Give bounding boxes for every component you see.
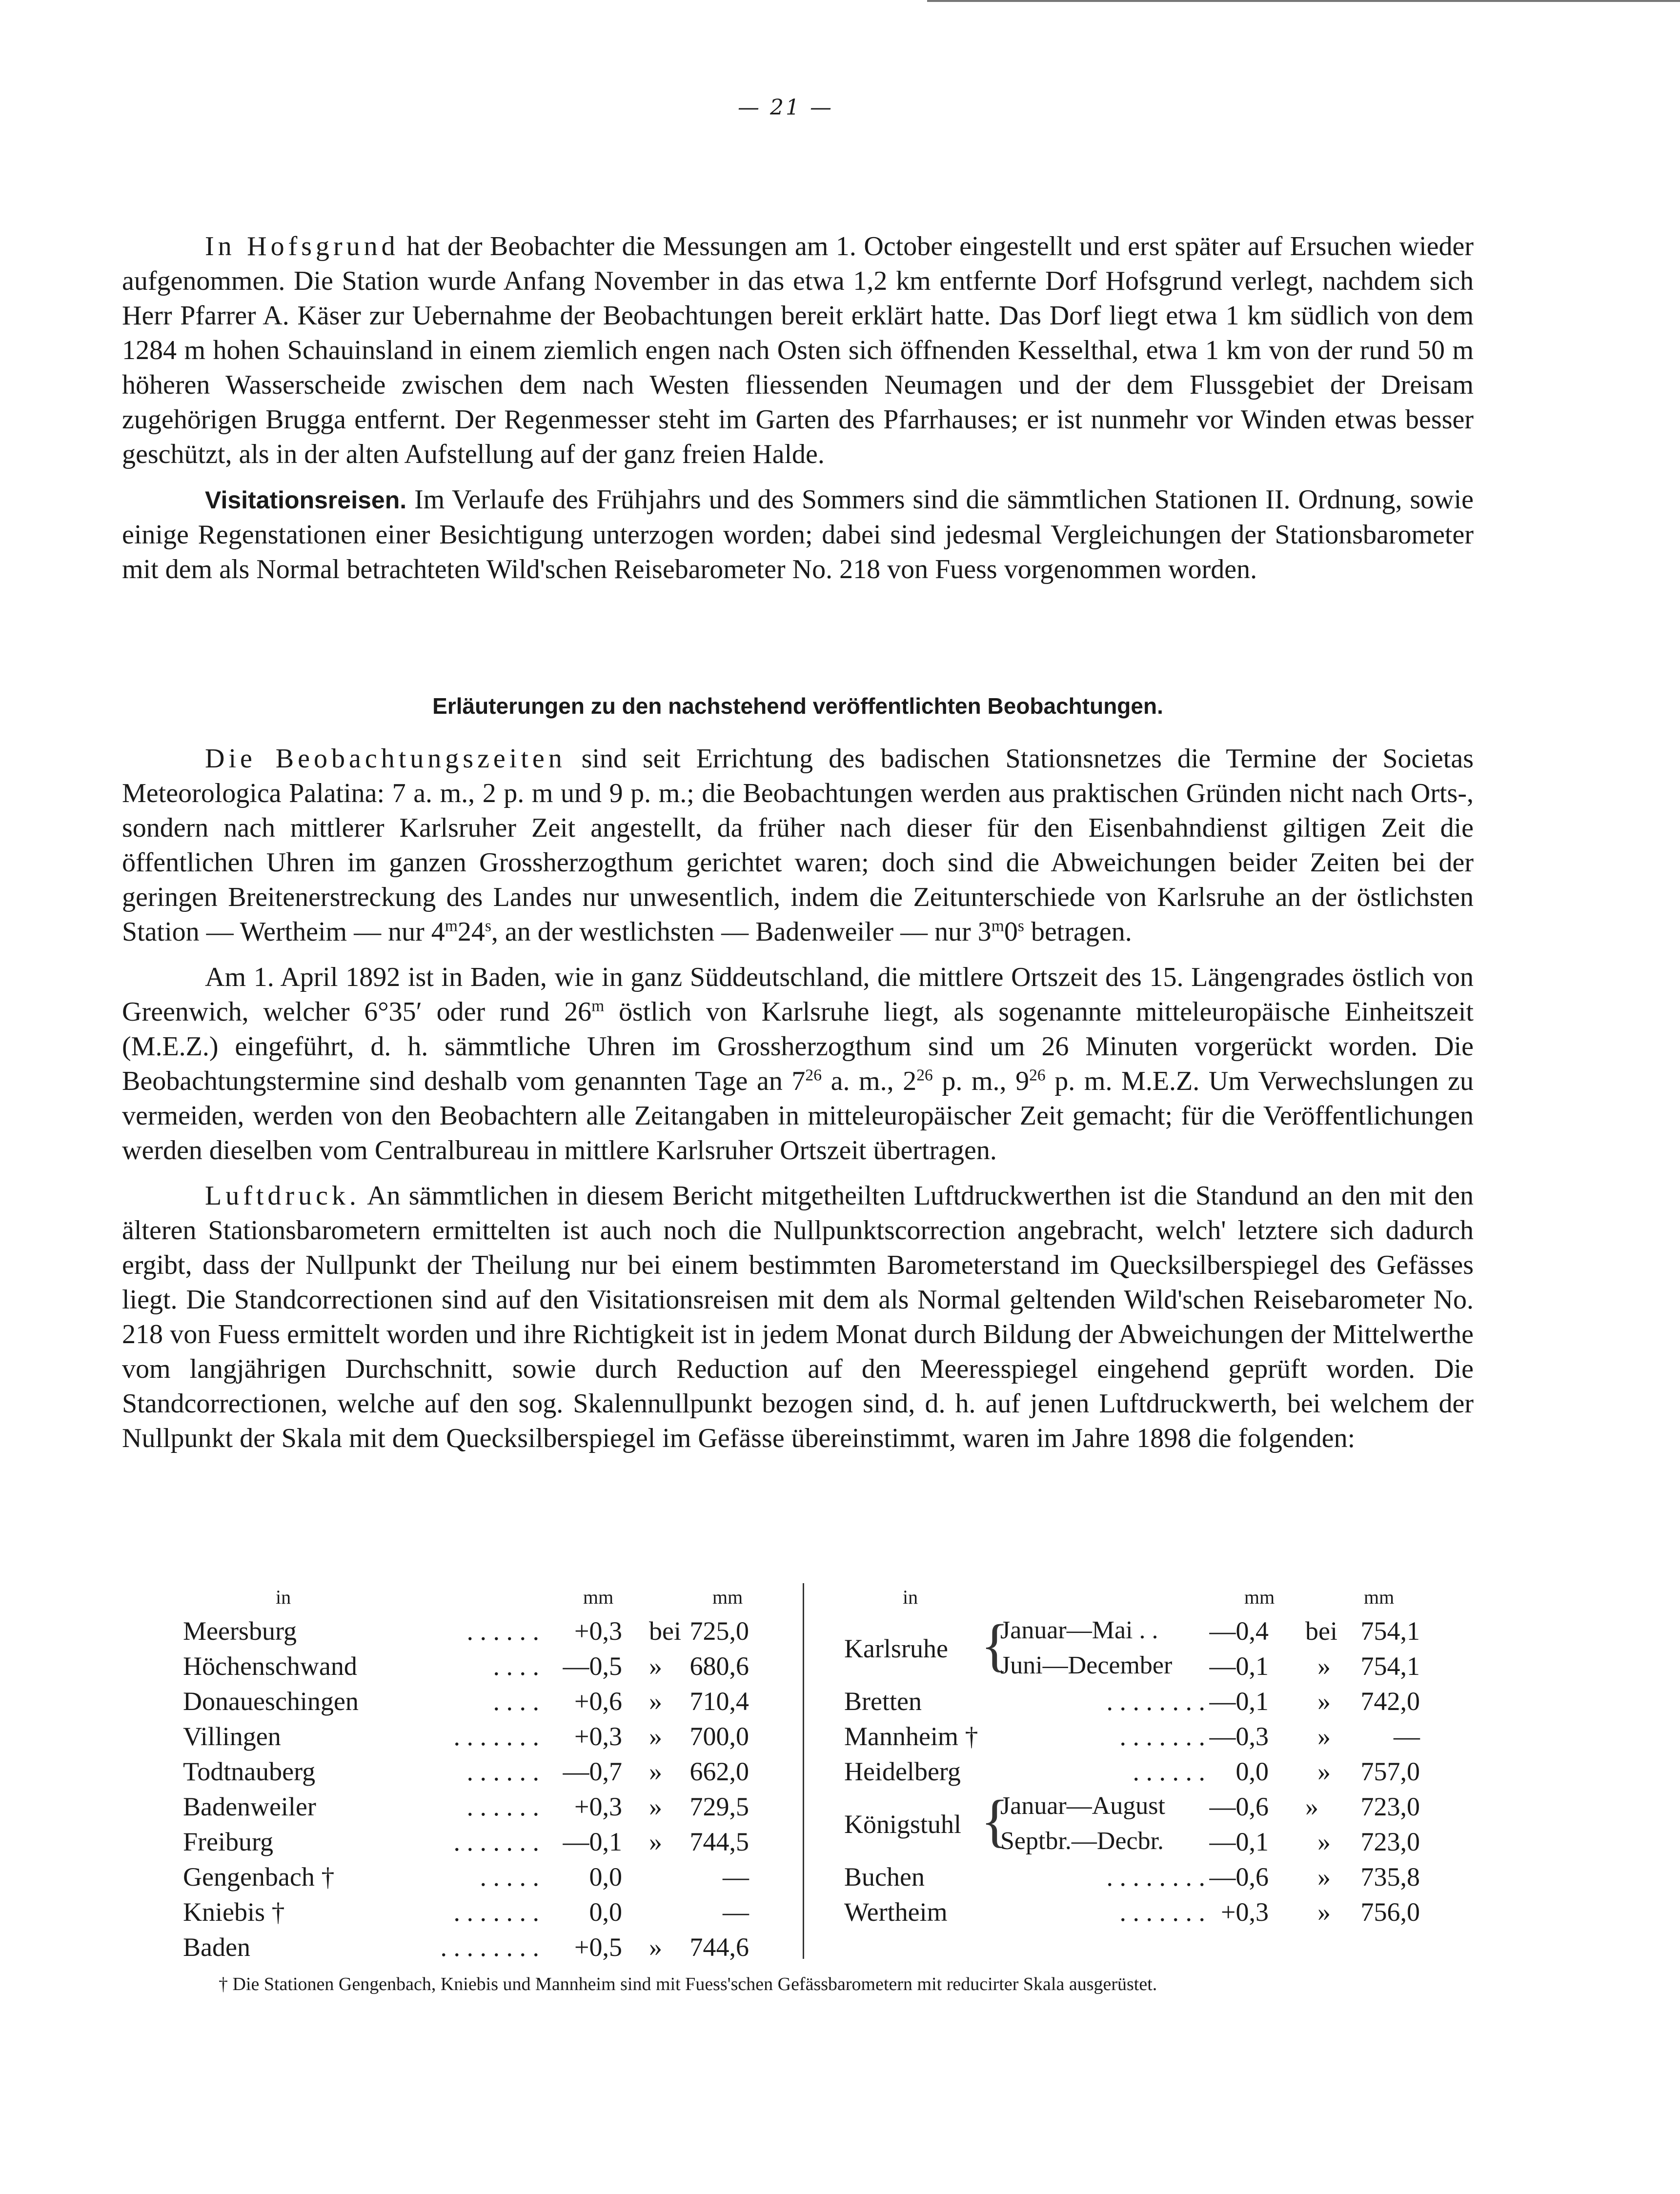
table-row — [183, 1616, 769, 1651]
paragraph-lead: Luftdruck. — [205, 1181, 360, 1211]
barometer-value: 725,0 — [689, 1616, 749, 1646]
table-row — [844, 1612, 1444, 1686]
header-in: in — [276, 1586, 291, 1608]
barometer-value: 754,1 — [1360, 1616, 1420, 1646]
leader-dots: . . . . . . — [466, 1616, 539, 1646]
separator: bei — [649, 1616, 681, 1646]
table-column-divider — [803, 1583, 804, 1959]
station-name: Villingen — [183, 1722, 281, 1751]
station-name: Freiburg — [183, 1827, 273, 1856]
correction-value: +0,3 — [574, 1616, 622, 1646]
table-row — [183, 1862, 769, 1897]
leader-dots: . . . . . . — [1133, 1757, 1205, 1786]
leader-dots: . . . . . . . — [453, 1827, 539, 1856]
header-mm: mm — [1244, 1586, 1275, 1608]
table-row — [183, 1791, 769, 1827]
barometer-value: 742,0 — [1360, 1687, 1420, 1716]
paragraph-text: Im Verlaufe des Frühjahrs und des Sommers sind die sämmtlichen Stationen II. Ordnung, sowie einige Regenstationen einer Besichtigung unterzogen worden; dabei sind jedesmal Vergleichungen der Stationsbarometer mit dem als Normal betrachteten Wild'schen Reisebarometer No. 218 von Fuess vorgenommen worden. — [122, 484, 1474, 584]
table-header — [844, 1586, 1444, 1616]
correction-value: —0,3 — [1209, 1722, 1269, 1751]
paragraph-text: betragen. — [1024, 917, 1132, 947]
barometer-value: 680,6 — [689, 1651, 749, 1681]
paragraph-text: hat der Beobachter die Messungen am 1. October eingestellt und erst später auf Ersuchen wieder aufgenommen. Die Station wurde Anfang November in das etwa 1,2 km entfernte Dorf Hofsgrund verlegt, nachdem sich Herr Pfarrer A. Käser zur Uebernahme der Beobachtungen bereit erklärt hatte. Das Dorf liegt etwa 1 km südlich von dem 1284 m hohen Schauinsland in einem ziemlich engen nach Osten sich öffnenden Kesselthal, etwa 1 km von der rund 50 m höheren Wasserscheide zwischen dem nach Westen fliessenden Neumagen und der dem Flussgebiet der Dreisam zugehörigen Brugga entfernt. Der Regenmesser steht im Garten des Pfarrhauses; er ist nunmehr vor Winden etwas besser geschützt, als in der alten Aufstellung auf der ganz freien Halde. — [122, 231, 1474, 469]
period-label: Septbr.—Decbr. — [1000, 1827, 1164, 1855]
leader-dots: . . . . . . . — [1119, 1897, 1205, 1927]
barometer-value: — — [1394, 1722, 1420, 1751]
brace: { — [981, 1788, 1009, 1853]
correction-value: —0,1 — [1209, 1651, 1269, 1681]
barometer-value: 723,0 — [1360, 1792, 1420, 1821]
correction-value: 0,0 — [1235, 1757, 1269, 1786]
barometer-value: 756,0 — [1360, 1897, 1420, 1927]
station-name: Buchen — [844, 1862, 925, 1892]
paragraph-text: An sämmtlichen in diesem Bericht mitgetheilten Luftdruckwerthen ist die Standund an den mit den älteren Stationsbarometern ermittelten ist auch noch die Nullpunktscorrection angebracht, welch' letztere sich dadurch ergibt, dass der Nullpunkt der Theilung nur bei einem bestimmten Barometerstand im Quecksilberspiegel des Gefässes liegt. Die Standcorrectionen sind auf den Visitationsreisen mit dem als Normal geltenden Wild'schen Reisebarometer No. 218 von Fuess ermittelt worden und ihre Richtigkeit ist in jedem Monat durch Bildung der Abweichungen der Mittelwerthe vom langjährigen Durchschnitt, sowie durch Reduction auf den Meeresspiegel eingehend geprüft worden. Die Standcorrectionen, welche auf den sog. Skalennullpunkt bezogen sind, d. h. auf jenen Luftdruckwerth, bei welchem der Nullpunkt der Skala mit dem Quecksilberspiegel im Gefässe übereinstimmt, waren im Jahre 1898 die folgenden: — [122, 1181, 1474, 1453]
paragraph-text: östlich von Karlsruhe liegt, als sogenannte mitteleuropäische Einheitszeit (M.E.Z.) eingeführt, d. h. sämmtliche Uhren im Grossherzogthum sind um 26 Minuten vorgerückt worden. Die Beobachtungstermine sind deshalb vom genannten Tage an 7 — [122, 997, 1474, 1096]
paragraph-text: Am 1. April 1892 ist in Baden, wie in ganz Süddeutschland, die mittlere Ortszeit des 15. Längengrades östlich von Greenwich, welcher 6°35′ oder rund 26 — [122, 962, 1474, 1027]
correction-value: —0,1 — [1209, 1827, 1269, 1856]
paragraph-lead: Visitationsreisen. — [205, 486, 407, 514]
correction-value: +0,5 — [574, 1932, 622, 1962]
table-row — [183, 1686, 769, 1721]
station-name: Donaueschingen — [183, 1687, 359, 1716]
paragraph-text: p. m. M.E.Z. Um Verwechslungen zu vermeiden, werden von den Beobachtern alle Zeitangaben in mitteleuropäischer Zeit gemacht; für die Veröffentlichungen werden dieselben vom Centralbureau in mittlere Karlsruher Ortszeit übertragen. — [122, 1066, 1474, 1166]
leader-dots: . . . . . . . — [1119, 1722, 1205, 1751]
barometer-value: — — [723, 1897, 749, 1927]
table-row — [183, 1827, 769, 1862]
barometer-value: 754,1 — [1360, 1651, 1420, 1681]
header-mm: mm — [712, 1586, 743, 1608]
station-name: Meersburg — [183, 1616, 297, 1646]
correction-value: +0,3 — [1221, 1897, 1269, 1927]
barometer-value: 700,0 — [689, 1722, 749, 1751]
table-row — [844, 1686, 1444, 1721]
leader-dots: . . . . . . . . — [1106, 1687, 1205, 1716]
separator: » — [649, 1651, 662, 1681]
leader-dots: . . . . . . — [466, 1757, 539, 1786]
barometer-value: 757,0 — [1360, 1757, 1420, 1786]
paragraph-text: 24 — [457, 917, 485, 947]
station-name: Wertheim — [844, 1897, 948, 1927]
top-rule — [927, 0, 1680, 2]
correction-value: —0,5 — [563, 1651, 622, 1681]
table-row — [183, 1932, 769, 1967]
leader-dots: . . . . — [493, 1687, 539, 1716]
station-name: Karlsruhe — [844, 1634, 948, 1663]
station-name: Höchenschwand — [183, 1651, 357, 1681]
paragraph-lead: In Hofsgrund — [205, 231, 399, 262]
table-row — [183, 1651, 769, 1686]
barometer-value: 744,5 — [689, 1827, 749, 1856]
header-in: in — [903, 1586, 918, 1608]
correction-value: —0,4 — [1209, 1616, 1269, 1646]
paragraph-einheitszeit — [122, 960, 1474, 1168]
separator: » — [1317, 1897, 1331, 1927]
superscript: s — [1017, 917, 1024, 935]
brace: { — [981, 1612, 1009, 1677]
separator: » — [1317, 1757, 1331, 1786]
corrections-table-right — [844, 1586, 1444, 1932]
station-name: Baden — [183, 1932, 250, 1962]
table-row — [844, 1862, 1444, 1897]
superscript: 26 — [916, 1066, 933, 1085]
superscript: m — [445, 917, 458, 935]
paragraph-luftdruck — [122, 1179, 1474, 1456]
correction-value: —0,7 — [563, 1757, 622, 1786]
leader-dots: . . . . . . — [466, 1792, 539, 1821]
correction-value: +0,6 — [574, 1687, 622, 1716]
header-mm: mm — [1364, 1586, 1395, 1608]
paragraph-beobachtungszeiten — [122, 742, 1474, 949]
separator: » — [649, 1932, 662, 1962]
separator: » — [1317, 1862, 1331, 1892]
leader-dots: . . . . . . . . — [440, 1932, 539, 1962]
separator: » — [649, 1827, 662, 1856]
intro-text — [122, 229, 1474, 598]
header-mm: mm — [583, 1586, 614, 1608]
table-row — [844, 1788, 1444, 1862]
barometer-value: 729,5 — [689, 1792, 749, 1821]
footnote: † Die Stationen Gengenbach, Kniebis und Mannheim sind mit Fuess'schen Gefässbarometern mit reducirter Skala ausgerüstet. — [219, 1974, 1157, 1994]
correction-value: —0,1 — [1209, 1687, 1269, 1716]
table-row — [844, 1756, 1444, 1791]
paragraph-hofsgrund — [122, 229, 1474, 472]
page-number: — 21 — — [738, 95, 833, 120]
correction-value: —0,1 — [563, 1827, 622, 1856]
table-header — [183, 1586, 769, 1616]
leader-dots: . . . . . — [480, 1862, 539, 1892]
station-name: Königstuhl — [844, 1810, 962, 1839]
barometer-value: 744,6 — [689, 1932, 749, 1962]
table-row — [183, 1756, 769, 1791]
table-row — [844, 1721, 1444, 1756]
barometer-value: 723,0 — [1360, 1827, 1420, 1856]
barometer-value: 710,4 — [689, 1687, 749, 1716]
correction-value: +0,3 — [574, 1792, 622, 1821]
station-name: Todtnauberg — [183, 1757, 316, 1786]
station-name: Mannheim † — [844, 1722, 978, 1751]
correction-value: —0,6 — [1209, 1792, 1269, 1821]
superscript: 26 — [805, 1066, 822, 1085]
separator: » — [649, 1792, 662, 1821]
table-rows — [183, 1616, 769, 1967]
superscript: m — [591, 997, 605, 1015]
superscript: 26 — [1029, 1066, 1046, 1085]
correction-value: 0,0 — [589, 1862, 622, 1892]
paragraph-text: p. m., 9 — [932, 1066, 1030, 1096]
separator: » — [1317, 1722, 1331, 1751]
table-row — [183, 1897, 769, 1932]
leader-dots: . . . . . . . — [453, 1722, 539, 1751]
separator: bei — [1305, 1616, 1337, 1646]
separator: » — [649, 1687, 662, 1716]
paragraph-text: 0 — [1004, 917, 1018, 947]
paragraph-text: , an der westlichsten — Badenweiler — nur 3 — [491, 917, 992, 947]
separator: » — [1317, 1827, 1331, 1856]
period-label: Januar—Mai . . — [1000, 1616, 1158, 1644]
table-row — [844, 1897, 1444, 1932]
paragraph-lead: Die Beobachtungszeiten — [205, 744, 566, 774]
explanations-text — [122, 742, 1474, 1467]
superscript: m — [991, 917, 1004, 935]
leader-dots: . . . . — [493, 1651, 539, 1681]
station-name: Kniebis † — [183, 1897, 285, 1927]
section-heading: Erläuterungen zu den nachstehend veröffentlichten Beobachtungen. — [432, 693, 1163, 719]
correction-value: 0,0 — [589, 1897, 622, 1927]
correction-value: +0,3 — [574, 1722, 622, 1751]
separator: » — [1305, 1792, 1318, 1821]
barometer-value: — — [723, 1862, 749, 1892]
correction-value: —0,6 — [1209, 1862, 1269, 1892]
separator: » — [649, 1722, 662, 1751]
period-label: Juni—December — [1000, 1651, 1173, 1679]
table-rows — [844, 1612, 1444, 1932]
separator: » — [649, 1757, 662, 1786]
barometer-value: 662,0 — [689, 1757, 749, 1786]
barometer-value: 735,8 — [1360, 1862, 1420, 1892]
leader-dots: . . . . . . . . — [1106, 1862, 1205, 1892]
superscript: s — [485, 917, 491, 935]
separator: » — [1317, 1651, 1331, 1681]
paragraph-text: sind seit Errichtung des badischen Stationsnetzes die Termine der Societas Meteorologica Palatina: 7 a. m., 2 p. m und 9 p. m.; die Beobachtungen werden aus praktischen Gründen nicht nach Orts-, sondern nach mittlerer Karlsruher Zeit angestellt, da früher nach dieser für den Eisenbahndienst giltigen Zeit die öffentlichen Uhren im ganzen Grossherzogthum gerichtet waren; doch sind die Abweichungen beider Zeiten bei der geringen Breitenerstreckung des Landes nur unwesentlich, indem die Zeitunterschiede von Karlsruhe an der östlichsten Station — Wertheim — nur 4 — [122, 744, 1474, 947]
station-name: Bretten — [844, 1687, 922, 1716]
paragraph-visitationsreisen — [122, 483, 1474, 587]
separator: » — [1317, 1687, 1331, 1716]
station-name: Gengenbach † — [183, 1862, 335, 1892]
period-label: Januar—August — [1000, 1792, 1165, 1820]
table-row — [183, 1721, 769, 1756]
station-name: Badenweiler — [183, 1792, 316, 1821]
leader-dots: . . . . . . . — [453, 1897, 539, 1927]
station-name: Heidelberg — [844, 1757, 961, 1786]
corrections-table-left — [183, 1586, 769, 1967]
paragraph-text: a. m., 2 — [822, 1066, 917, 1096]
